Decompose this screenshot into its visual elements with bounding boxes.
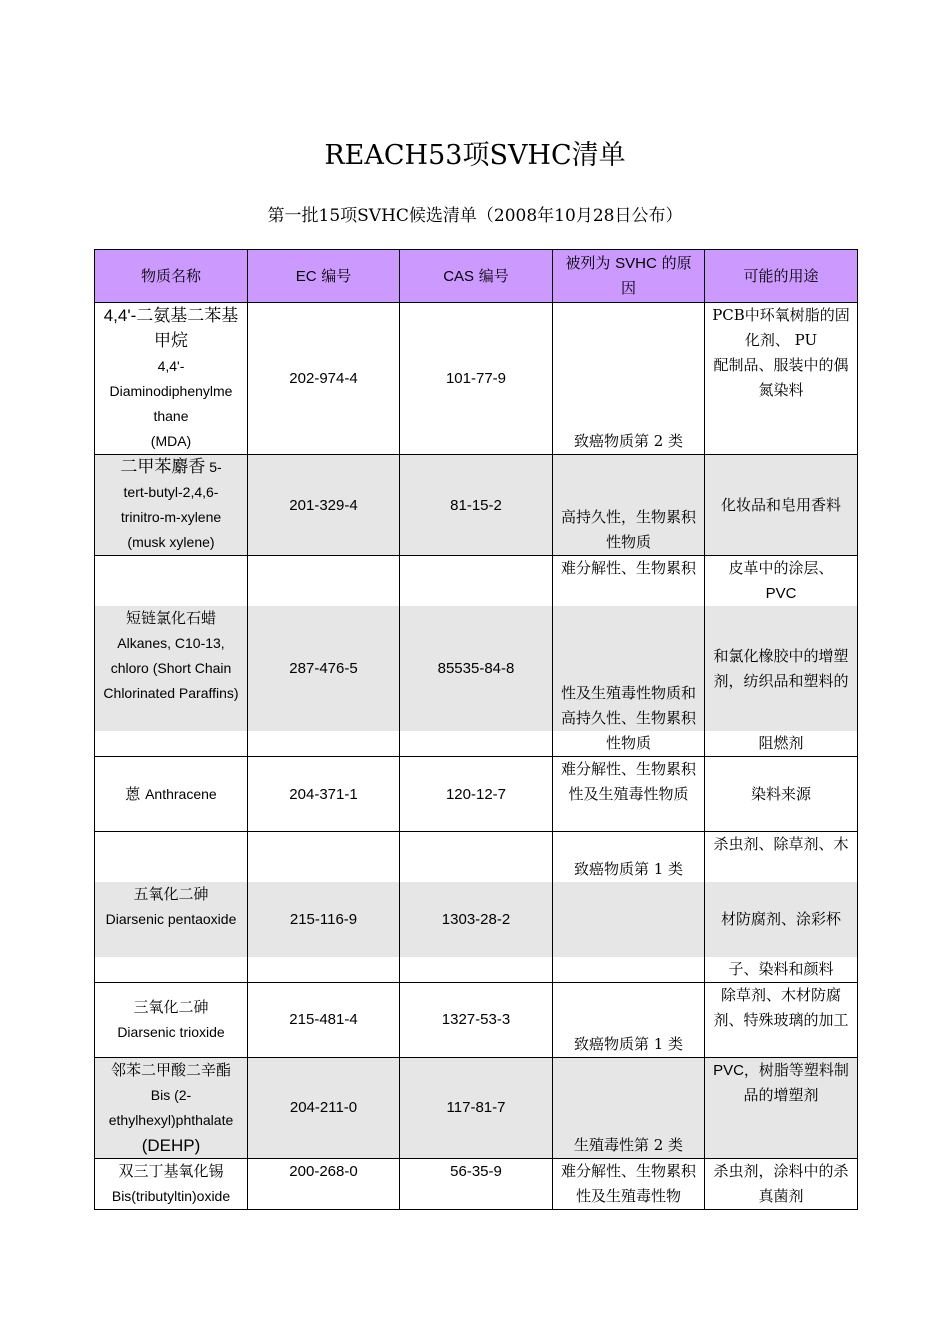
cell-reason: 性物质 (553, 731, 705, 757)
header-name: 物质名称 (95, 250, 248, 303)
cell-cas: 120-12-7 (400, 757, 553, 832)
name-en-2: tert-butyl-2,4,6- (123, 484, 219, 500)
table-row-diarsenic-pentaoxide-1 (95, 832, 858, 882)
header-ec (248, 250, 400, 303)
cell-cas: 56-35-9 (400, 1158, 553, 1209)
cell-reason: 难分解性、生物累积 (553, 556, 705, 607)
cell-reason: 难分解性、生物累积性及生殖毒性物 (553, 1158, 705, 1209)
name-en-1: Bis (2- (150, 1086, 192, 1103)
cell-name-empty (95, 957, 248, 983)
cell-cas: 1327-53-3 (400, 982, 553, 1057)
cell-use (705, 556, 858, 607)
header-reason-a: 被列为 (565, 254, 616, 272)
cell-reason: 难分解性、生物累积性及生殖毒性物质 (553, 757, 705, 832)
table-row-dehp (95, 1057, 858, 1158)
table-row-anthracene (95, 757, 858, 832)
cell-ec: 287-476-5 (248, 606, 400, 731)
cell-ec-empty (248, 957, 400, 983)
cell-name (95, 1158, 248, 1209)
cell-cas-empty (400, 832, 553, 882)
table-row-diarsenic-pentaoxide-3 (95, 957, 858, 983)
name-zh-prefix: 4,4'- (103, 306, 137, 325)
name-en-3: thane (153, 408, 189, 424)
cell-ec: 215-481-4 (248, 982, 400, 1057)
cell-name (95, 303, 248, 455)
cell-ec: 202-974-4 (248, 303, 400, 455)
header-reason-b: SVHC (615, 255, 657, 272)
page-subtitle: 第一批15项SVHC候选清单（2008年10月28日公布） (267, 206, 683, 226)
table-row-sccp-2 (95, 606, 858, 731)
name-en-4: (MDA) (150, 433, 192, 449)
cell-reason: 致癌物质第 2 类 (553, 303, 705, 455)
cell-use: 除草剂、木材防腐剂、特殊玻璃的加工 (705, 982, 858, 1057)
cell-use: 染料来源 (705, 757, 858, 832)
cell-use (705, 303, 858, 455)
cell-ec: 215-116-9 (248, 882, 400, 957)
cell-cas-empty (400, 731, 553, 757)
name-en: Alkanes, C10-13, chloro (Short Chain Chlorinated Paraffins) (103, 635, 239, 701)
name-en: Diarsenic pentaoxide (105, 910, 237, 927)
cell-name (95, 757, 248, 832)
cell-reason: 致癌物质第 1 类 (553, 982, 705, 1057)
cell-reason-empty (553, 957, 705, 983)
cell-name-empty (95, 556, 248, 607)
cell-use: 杀虫剂，涂料中的杀真菌剂 (705, 1158, 858, 1209)
name-en-2: ethylhexyl)phthalate (108, 1111, 234, 1128)
cell-use: 材防腐剂、涂彩杯 (705, 882, 858, 957)
page-title: REACH53项SVHC清单 (324, 140, 626, 171)
table-row-tbto (95, 1158, 858, 1209)
use-prefix: PVC (713, 1061, 744, 1079)
cell-ec: 204-211-0 (248, 1057, 400, 1158)
cell-name (95, 982, 248, 1057)
cell-cas: 101-77-9 (400, 303, 553, 455)
cell-use: 杀虫剂、除草剂、木 (705, 832, 858, 882)
cell-ec: 201-329-4 (248, 455, 400, 556)
name-en-3: trinitro-m-xylene (120, 509, 222, 525)
table-header-row (95, 250, 858, 303)
name-zh: 五氧化二砷 (133, 884, 209, 903)
name-en: Bis(tributyltin)oxide (111, 1187, 231, 1204)
svhc-table (94, 249, 858, 1210)
name-en: Anthracene (145, 785, 217, 802)
name-zh: 双三丁基氧化锡 (118, 1161, 224, 1180)
cell-name-empty (95, 731, 248, 757)
header-reason (553, 250, 705, 303)
header-use: 可能的用途 (705, 250, 858, 303)
use-line-1: PCB中环氧树脂的固化剂、 PU (712, 306, 850, 349)
cell-cas-empty (400, 556, 553, 607)
table-row-sccp-3 (95, 731, 858, 757)
name-zh: 二氨基二苯基甲烷 (136, 306, 239, 351)
cell-ec-empty (248, 832, 400, 882)
cell-use (705, 1057, 858, 1158)
cell-ec-empty (248, 731, 400, 757)
name-en-4: (musk xylene) (127, 534, 215, 550)
cell-cas: 81-15-2 (400, 455, 553, 556)
use-text: ，树脂等塑料制品的增塑剂 (743, 1060, 849, 1104)
name-en-1: 4,4'- (157, 358, 185, 374)
header-ec-code: EC (295, 267, 317, 285)
header-cas-code: CAS (443, 267, 475, 285)
name-zh: 蒽 (125, 784, 146, 803)
name-en: Diarsenic trioxide (117, 1023, 225, 1040)
name-zh: 二甲苯麝香 (120, 457, 206, 477)
cell-cas: 1303-28-2 (400, 882, 553, 957)
cell-name-empty (95, 832, 248, 882)
table-row-diarsenic-pentaoxide-2 (95, 882, 858, 957)
cell-reason-empty (553, 882, 705, 957)
cell-name (95, 882, 248, 957)
table-row-musk-xylene (95, 455, 858, 556)
cell-ec: 200-268-0 (248, 1158, 400, 1209)
use-line-2: PVC (765, 585, 797, 602)
cell-reason: 致癌物质第 1 类 (553, 832, 705, 882)
name-zh: 邻苯二甲酸二辛酯 (110, 1060, 231, 1079)
table-row-sccp-1 (95, 556, 858, 607)
header-reason-c: 的原因 (620, 254, 692, 297)
header-cas (400, 250, 553, 303)
name-zh: 短链氯化石蜡 (125, 609, 216, 627)
cell-cas-empty (400, 957, 553, 983)
cell-reason: 高持久性，生物累积性物质 (553, 455, 705, 556)
name-en-1: 5- (205, 459, 222, 475)
header-cas-label: 编号 (474, 266, 509, 285)
table-row-mda (95, 303, 858, 455)
cell-use: 子、染料和颜料 (705, 957, 858, 983)
cell-cas: 85535-84-8 (400, 606, 553, 731)
cell-ec-empty (248, 556, 400, 607)
use-line-1: 皮革中的涂层、 (728, 559, 834, 577)
header-ec-label: 编号 (316, 266, 352, 285)
cell-name (95, 1057, 248, 1158)
name-en-2: Diaminodiphenylme (109, 383, 233, 399)
cell-name (95, 455, 248, 556)
cell-ec: 204-371-1 (248, 757, 400, 832)
cell-use: 和氯化橡胶中的增塑剂，纺织品和塑料的 (705, 606, 858, 731)
name-en-3: (DEHP) (141, 1135, 201, 1155)
cell-use: 化妆品和皂用香料 (705, 455, 858, 556)
cell-use: 阻燃剂 (705, 731, 858, 757)
cell-name (95, 606, 248, 731)
cell-cas: 117-81-7 (400, 1057, 553, 1158)
name-zh: 三氧化二砷 (133, 997, 209, 1016)
use-line-2: 配制品、服装中的偶氮染料 (713, 356, 849, 399)
cell-reason: 性及生殖毒性物质和高持久性、生物累积 (553, 606, 705, 731)
cell-reason: 生殖毒性第 2 类 (553, 1057, 705, 1158)
table-row-diarsenic-trioxide (95, 982, 858, 1057)
